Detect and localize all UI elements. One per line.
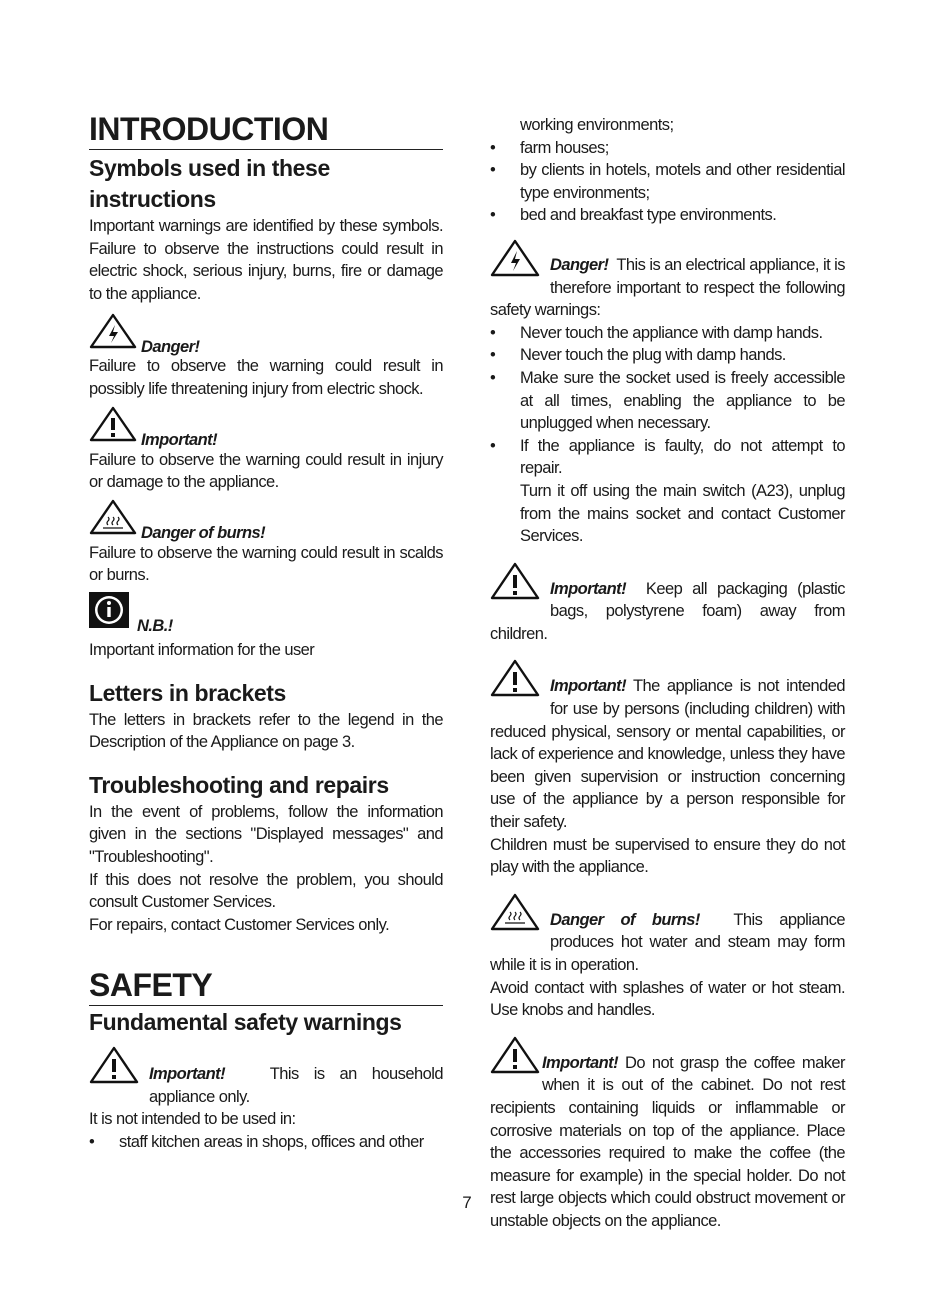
hot-surface-warning-icon	[89, 499, 137, 542]
list-item: • bed and breakfast type environments.	[490, 204, 845, 227]
important-label: Important!	[550, 579, 627, 598]
symbols-text: Important warnings are identified by these symbols. Failure to observe the instructions could result in electric shock, serious injury, burns, fire or damage to the appliance.	[89, 217, 443, 303]
exclamation-warning-icon	[490, 562, 540, 607]
list-item: • staff kitchen areas in shops, offices and other	[89, 1131, 443, 1154]
list-item: • Never touch the appliance with damp hands.	[490, 322, 845, 345]
important-symbol-row	[89, 415, 443, 449]
letters-text: The letters in brackets refer to the legend in the Description of the Appliance on page 3.	[89, 710, 443, 752]
important-warning-1	[490, 562, 845, 646]
safety-list	[490, 322, 845, 480]
fund-label: Important!	[149, 1065, 226, 1084]
electric-warning-icon	[490, 239, 540, 284]
exclamation-warning-icon	[490, 659, 540, 704]
important-label: Important!	[550, 677, 627, 696]
burns-symbol-row	[89, 508, 443, 542]
usage-list	[89, 1131, 443, 1154]
burns-warning	[490, 893, 845, 977]
burns-label: Danger of burns!	[550, 910, 700, 929]
burns-text: This appliance produces hot water and steam may form while it is in operation.	[490, 910, 845, 974]
left-column	[89, 110, 443, 1154]
usage-list-continued	[490, 137, 845, 227]
important-text: Do not grasp the coffee maker when it is out of the cabinet. Do not rest recipients containing liquids or inflammable or corrosive materials on top of the appliance. Place the accessories required to make the coffee (the measure for example) in the special holder. Do not rest large objects which could obstruct movement or unstable objects on the appliance.	[490, 1053, 845, 1230]
important-text: Failure to observe the warning could result in injury or damage to the appliance.	[89, 450, 443, 492]
page-number: 7	[462, 1193, 472, 1212]
trouble-text-3: For repairs, contact Customer Services only.	[89, 915, 390, 934]
burns-label: Danger of burns!	[141, 524, 266, 543]
exclamation-warning-icon	[490, 1036, 540, 1081]
hot-surface-warning-icon	[490, 893, 540, 938]
list-item: • If the appliance is faulty, do not attempt to repair.	[490, 435, 845, 480]
list-item: • farm houses;	[490, 137, 845, 160]
faulty-continued: Turn it off using the main switch (A23), unplug from the mains socket and contact Customer Services.	[520, 481, 845, 546]
important-label: Important!	[141, 430, 218, 449]
danger-label: Danger!	[550, 255, 609, 274]
nb-symbol-row	[89, 599, 443, 635]
danger-label: Danger!	[141, 337, 200, 356]
nb-label: N.B.!	[137, 617, 173, 636]
not-intended-text: It is not intended to be used in:	[89, 1110, 296, 1129]
important-text: Keep all packaging (plastic bags, polystyrene foam) away from children.	[490, 579, 845, 643]
heading-fundamental: Fundamental safety warnings	[89, 1009, 402, 1036]
heading-letters: Letters in brackets	[89, 679, 286, 706]
list-item: • Make sure the socket used is freely accessible at all times, enabling the appliance to be unplugged when necessary.	[490, 367, 845, 435]
burns-text: Failure to observe the warning could result in scalds or burns.	[89, 543, 443, 585]
children-text: Children must be supervised to ensure they do not play with the appliance.	[490, 835, 845, 877]
danger-text: Failure to observe the warning could result in possibly life threatening injury from electric shock.	[89, 357, 443, 398]
heading-troubleshooting: Troubleshooting and repairs	[89, 771, 389, 798]
exclamation-warning-icon	[89, 1046, 139, 1091]
heading-symbols: Symbols used in these instructions	[89, 155, 330, 212]
list-item: • by clients in hotels, motels and other residential type environments;	[490, 159, 845, 204]
danger-text: This is an electrical appliance, it is therefore important to respect the following safety warnings:	[490, 255, 845, 320]
fund-text: This is an household appliance only.	[149, 1065, 443, 1106]
important-warning-2	[490, 659, 845, 833]
trouble-text-2: If this does not resolve the problem, you should consult Customer Services.	[89, 870, 443, 912]
electric-warning-icon	[89, 313, 137, 356]
danger-warning	[490, 239, 845, 322]
trouble-text-1: In the event of problems, follow the information given in the sections "Displayed messages" and "Troubleshooting".	[89, 802, 443, 866]
exclamation-warning-icon	[89, 406, 137, 449]
fundamental-warning	[89, 1046, 443, 1108]
heading-safety: SAFETY	[89, 966, 443, 1006]
right-column	[490, 114, 845, 1233]
burns-text-2: Avoid contact with splashes of water or hot steam. Use knobs and handles.	[490, 978, 845, 1020]
heading-introduction: INTRODUCTION	[89, 110, 443, 150]
nb-text: Important information for the user	[89, 640, 315, 659]
list-item: • Never touch the plug with damp hands.	[490, 344, 845, 367]
important-label: Important!	[542, 1053, 619, 1072]
info-icon	[89, 592, 129, 635]
danger-symbol-row	[89, 321, 443, 355]
important-text: The appliance is not intended for use by persons (including children) with reduced physical, sensory or mental capabilities, or lack of experience and knowledge, unless they have been given supervision or instruction concerning use of the appliance by a person responsible for their safety.	[490, 677, 845, 832]
continued-line: working environments;	[520, 116, 674, 134]
